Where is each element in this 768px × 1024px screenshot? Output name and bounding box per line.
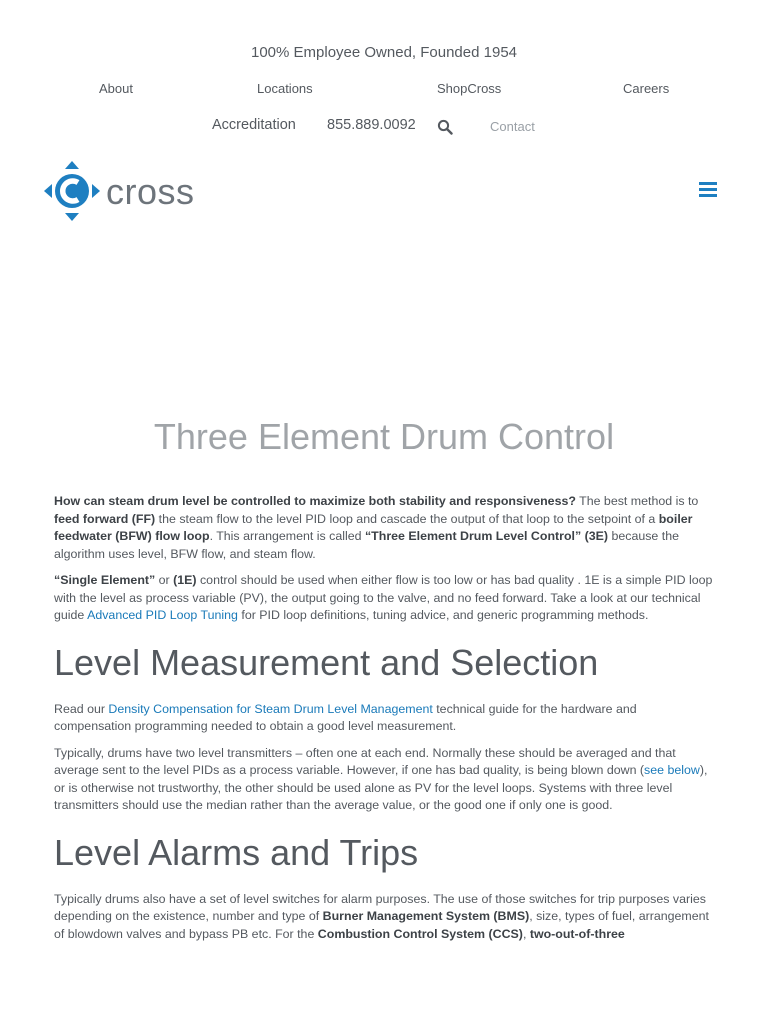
- bold-text: “Three Element Drum Level Control” (3E): [364, 529, 609, 543]
- nav-contact[interactable]: Contact: [490, 119, 535, 134]
- body-text: for PID loop definitions, tuning advice, and generic programming methods.: [237, 608, 649, 622]
- body-text: Read our: [54, 701, 109, 716]
- see-below-link[interactable]: see below: [644, 763, 700, 777]
- logo-mark-icon: [44, 160, 104, 222]
- nav-accreditation[interactable]: Accreditation: [212, 117, 296, 133]
- phone-link[interactable]: 855.889.0092: [327, 117, 416, 133]
- secondary-nav: [0, 117, 768, 137]
- hamburger-menu-icon[interactable]: [699, 182, 719, 198]
- bold-text: (1E): [173, 573, 197, 587]
- body-text: . This arrangement is called: [209, 529, 365, 543]
- section-heading-level-alarms: Level Alarms and Trips: [54, 831, 419, 873]
- nav-careers[interactable]: Careers: [623, 81, 670, 96]
- nav-about[interactable]: About: [99, 81, 133, 96]
- bold-text: “Single Element”: [54, 573, 156, 587]
- primary-nav: [0, 81, 768, 99]
- cross-logo[interactable]: [44, 160, 214, 222]
- search-icon[interactable]: [437, 119, 453, 135]
- bold-text: How can steam drum level be controlled to maximize both stability and responsiveness?: [54, 494, 576, 508]
- bold-text: Combustion Control System (CCS): [317, 926, 523, 941]
- body-text: or: [155, 573, 174, 587]
- body-text: The best method is to: [575, 494, 699, 508]
- article-content: [54, 493, 716, 952]
- body-text: Typically drums also have a set of level switches for alarm purposes. The use of those switches for trip purposes varies depending on the existence, number and type of: [54, 891, 706, 923]
- body-text: , size, types of fuel, arrangement of blowdown valves and bypass PB etc. For the: [54, 909, 709, 941]
- nav-shopcross[interactable]: ShopCross: [437, 81, 502, 96]
- body-text: the steam flow to the level PID loop and cascade the output of that loop to the setpoint of a: [155, 511, 659, 526]
- nav-locations[interactable]: Locations: [257, 81, 313, 96]
- body-text: control should be used when either flow is too low or has bad quality . 1E is a simple PID loop with the level as process variable (PV), the output going to the valve, and no feed forward. Take a look at our technical guide: [54, 573, 713, 622]
- page-title: Three Element Drum Control: [153, 416, 615, 457]
- body-text: because the algorithm uses level, BFW flow, and steam flow.: [54, 529, 679, 561]
- section-heading-level-measurement: Level Measurement and Selection: [54, 641, 599, 683]
- bold-text: Burner Management System (BMS): [322, 909, 530, 923]
- bold-text: two-out-of-three: [529, 926, 625, 941]
- body-text: Typically, drums have two level transmitters – often one at each end. Normally these should be averaged and that average sent to the level PIDs as a process variable. However, if one has bad quality, is being blown down (: [54, 745, 676, 777]
- density-compensation-link[interactable]: Density Compensation for Steam Drum Level Management: [108, 701, 433, 716]
- tagline: 100% Employee Owned, Founded 1954: [250, 44, 517, 61]
- density-compensation-paragraph: [54, 701, 716, 736]
- body-text: technical guide for the hardware and compensation programming needed to obtain a good level measurement.: [54, 701, 637, 733]
- body-text: ,: [522, 926, 530, 941]
- bold-text: feed forward (FF): [54, 511, 156, 526]
- single-element-paragraph: [54, 572, 716, 625]
- bold-text: boiler feedwater (BFW) flow loop: [54, 511, 693, 543]
- body-text: ), or is otherwise not trustworthy, the other should be used alone as PV for the level loops. Systems with three level transmitters should use the median rather than the average value, or the good one if only one is good.: [54, 763, 708, 812]
- intro-paragraph: [54, 493, 716, 563]
- pid-loop-tuning-link[interactable]: Advanced PID Loop Tuning: [87, 608, 238, 622]
- level-alarms-paragraph: [54, 891, 716, 944]
- logo-text: cross: [106, 171, 195, 212]
- level-transmitters-paragraph: [54, 745, 716, 815]
